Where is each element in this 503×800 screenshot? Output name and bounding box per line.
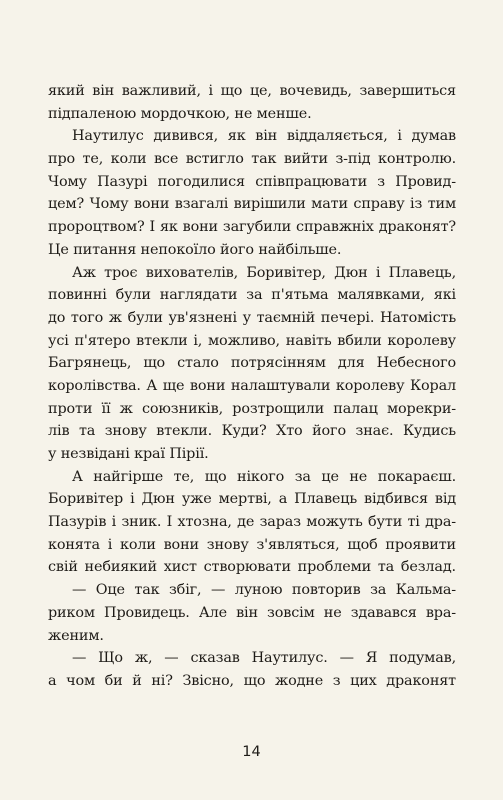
text-line: а чом би й ні? Звісно, що жодне з цих драконят xyxy=(48,672,456,689)
text-line: Боривітер і Дюн уже мертві, а Плавець відбився від xyxy=(48,491,456,508)
text-line: Пазурів і зник. І хтозна, де зараз можуть бути ті дра- xyxy=(48,514,456,531)
text-line: Аж троє вихователів, Боривітер, Дюн і Плавець, xyxy=(72,264,456,281)
page-number: 14 xyxy=(242,744,261,760)
text-line: Чому Пазурі погодилися співпрацювати з Провид- xyxy=(48,173,456,190)
text-line: Наутилус дивився, як він віддаляється, і думав xyxy=(72,128,456,145)
text-line: про те, коли все встигло так вийти з-під контролю. xyxy=(48,151,456,168)
text-line: королівства. А ще вони налаштували королеву Корал xyxy=(48,377,456,394)
text-line: до того ж були ув'язнені у таємній печері. Натомість xyxy=(48,309,456,326)
text-line: який він важливий, і що це, вочевидь, завершиться xyxy=(48,83,456,99)
text-line: усі п'ятеро втекли і, можливо, навіть вбили королеву xyxy=(48,332,456,349)
text-line: цем? Чому вони взагалі вирішили мати справу із тим xyxy=(48,196,456,213)
text-line: — Що ж, — сказав Наутилус. — Я подумав, xyxy=(72,650,456,667)
text-line: свій небиякий хист створювати проблеми та безлад. xyxy=(48,559,456,576)
text-line: пророцтвом? І як вони загубили справжніх драконят? xyxy=(48,219,456,236)
text-line: Це питання непокоїло його найбільше. xyxy=(48,241,342,258)
text-line: женим. xyxy=(48,627,104,644)
text-line: — Оце так збіг, — луною повторив за Кальма- xyxy=(72,582,456,599)
text-line: повинні були наглядати за п'ятьма малявками, які xyxy=(48,287,456,304)
text-line: лів та знову втекли. Куди? Хто його знає. Кудись xyxy=(48,423,456,440)
body-text xyxy=(48,80,456,693)
text-line: Багрянець, що стало потрясінням для Небесного xyxy=(48,355,456,372)
text-line: проти її ж союзників, розтрощили палац морекри- xyxy=(48,400,456,417)
text-line: риком Провидець. Але він зовсім не здавався вра- xyxy=(48,604,456,621)
text-line: конята і коли вони знову з'являться, щоб проявити xyxy=(48,536,456,553)
text-line: А найгірше те, що нікого за це не покараєш. xyxy=(72,468,456,485)
text-line: підпаленою мордочкою, не менше. xyxy=(48,105,312,122)
text-line: у незвідані краї Пірії. xyxy=(48,446,209,462)
